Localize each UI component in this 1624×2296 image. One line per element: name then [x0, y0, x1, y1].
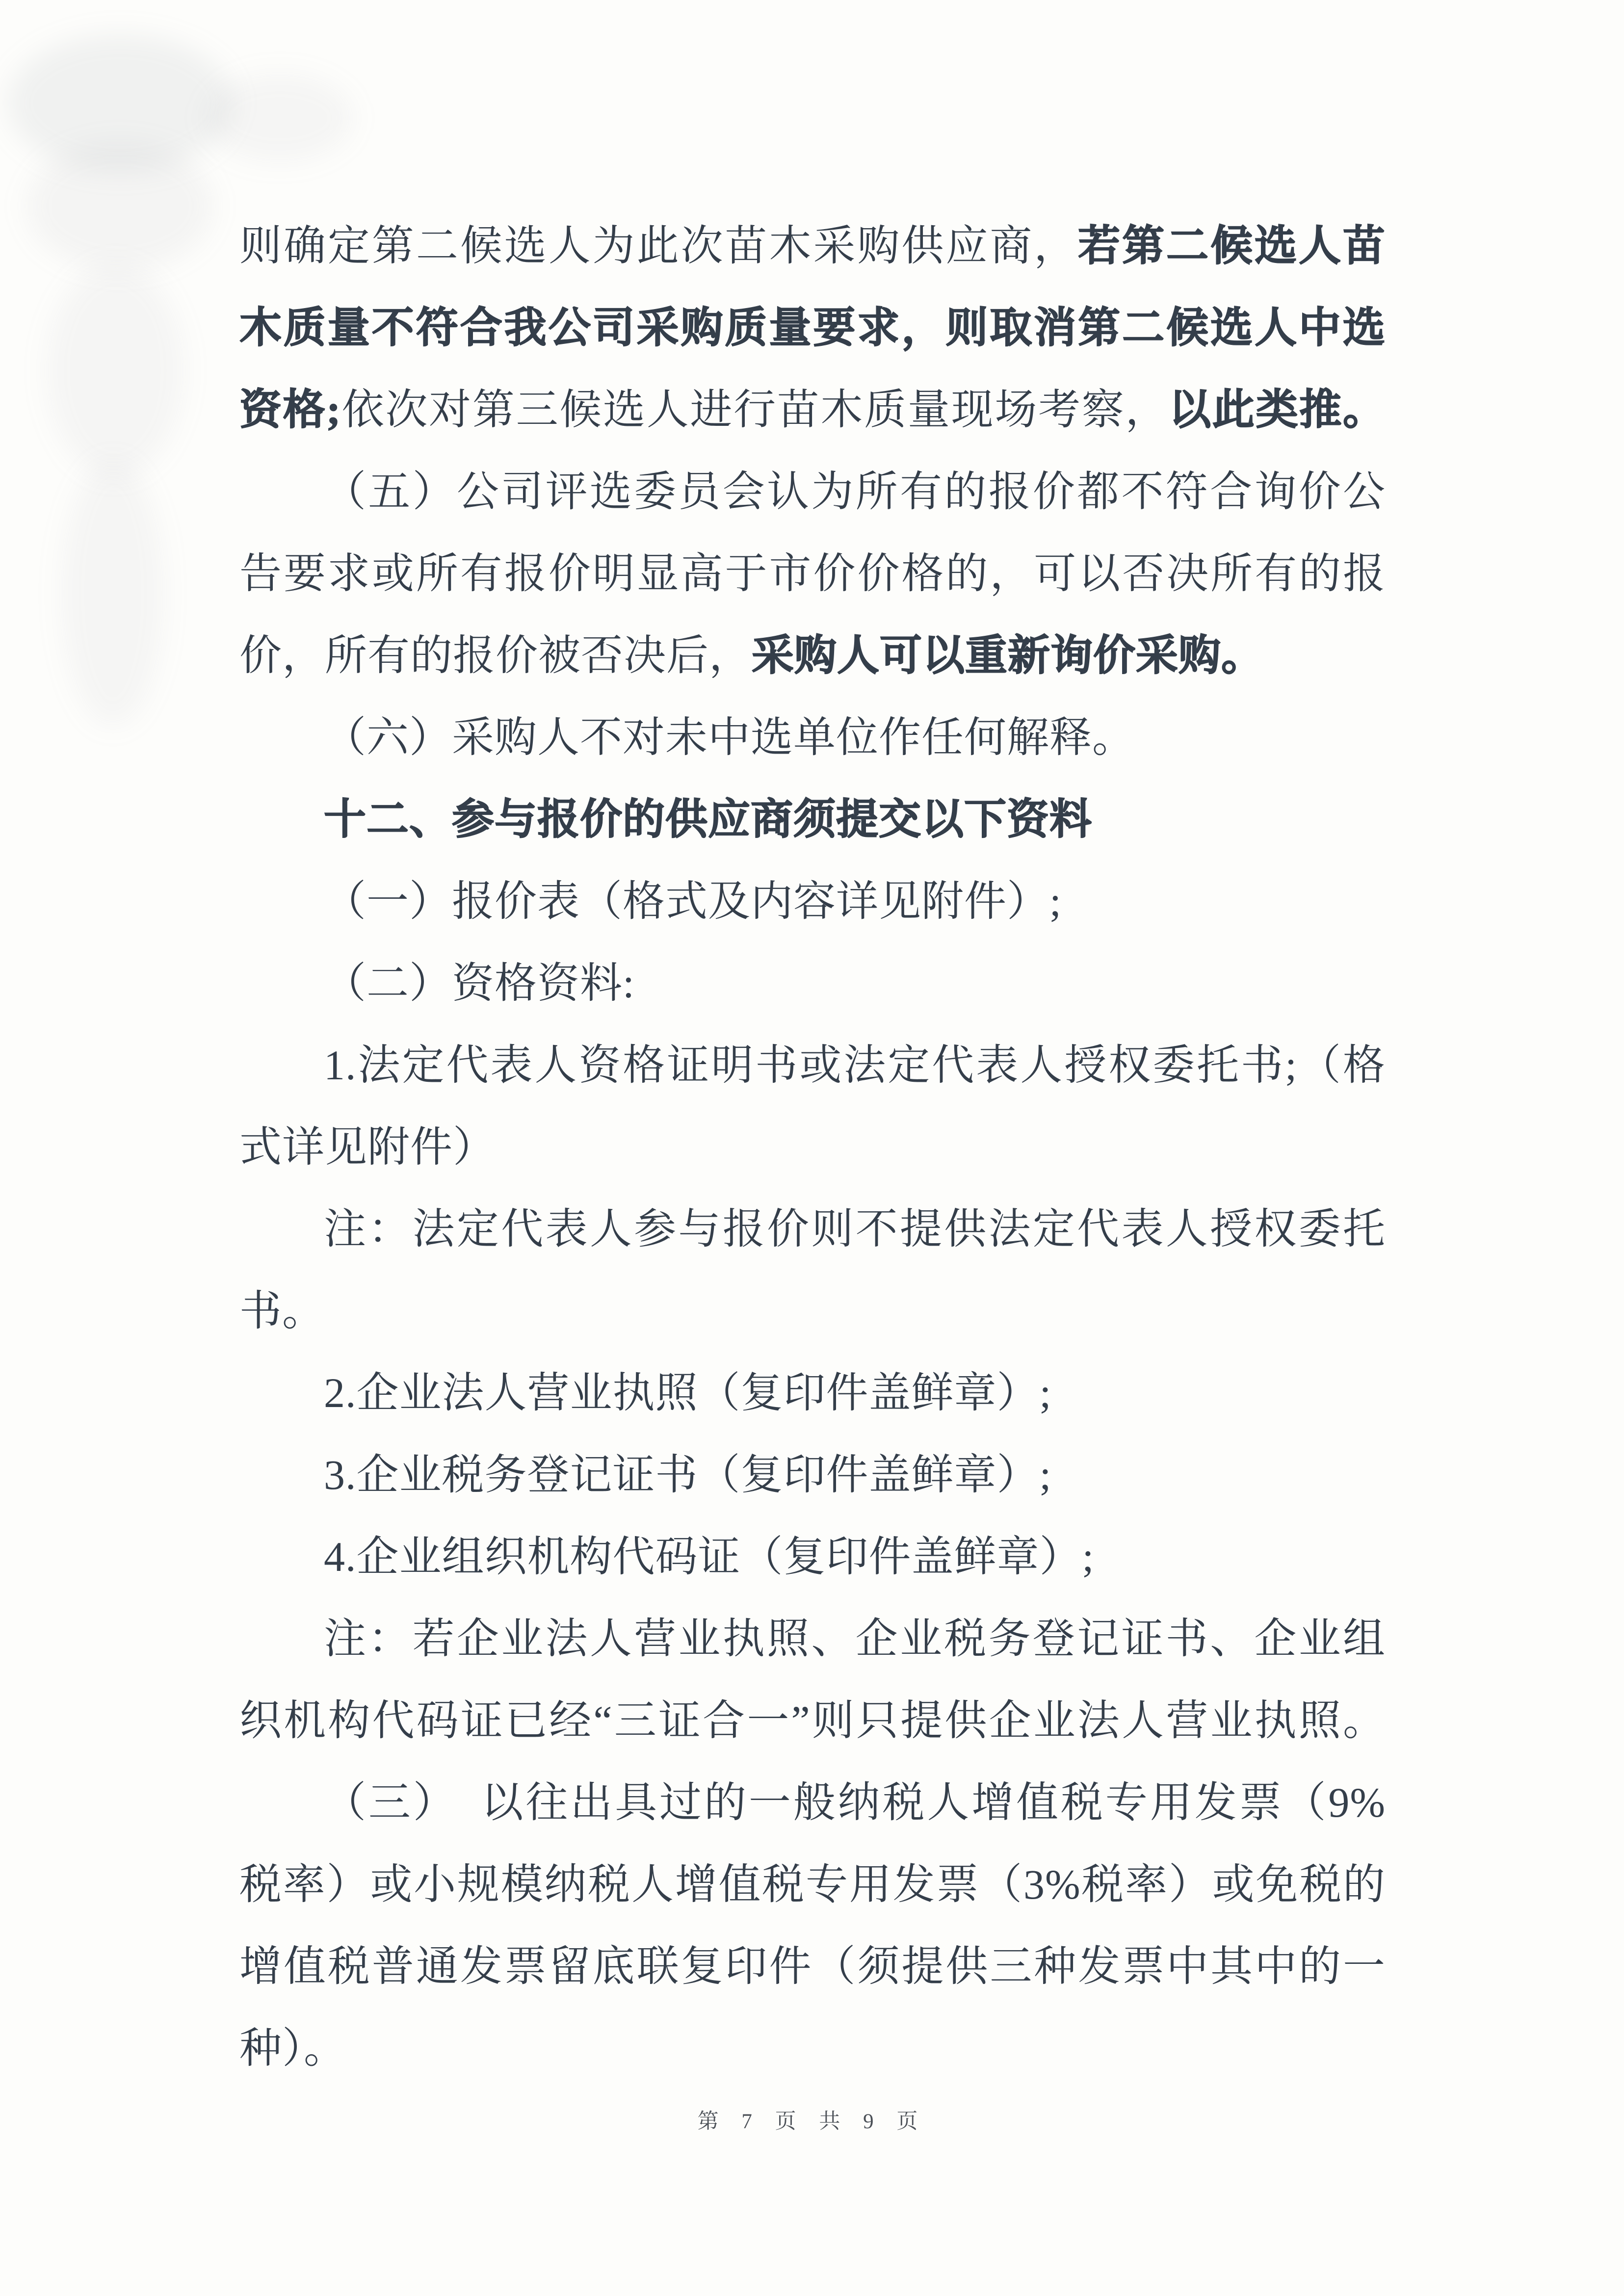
text-line [239, 451, 1386, 533]
emphasized-text-segment: 若第二候选人苗 [1078, 222, 1386, 269]
text-line [239, 942, 1386, 1024]
text-line [239, 205, 1386, 287]
text-line [239, 1024, 1386, 1106]
text-segment: 税率）或小规模纳税人增值税专用发票（3%税率）或免税的 [239, 1861, 1386, 1908]
text-line [239, 1270, 1386, 1352]
text-segment: （二）资格资料: [324, 960, 635, 1007]
scan-smudge [7, 34, 233, 172]
text-line [239, 533, 1386, 615]
text-segment: 种）。 [239, 2025, 346, 2072]
text-segment: （三） 以往出具过的一般纳税人增值税专用发票（9% [324, 1779, 1386, 1826]
text-segment: 书。 [239, 1287, 325, 1334]
text-segment: 3.企业税务登记证书（复印件盖鲜章）; [324, 1451, 1052, 1498]
text-line [239, 1352, 1386, 1434]
text-line [239, 1434, 1386, 1516]
text-line [239, 287, 1386, 369]
text-segment: （五）公司评选委员会认为所有的报价都不符合询价公 [324, 468, 1386, 515]
scan-smudge [206, 74, 353, 162]
text-line [239, 369, 1386, 451]
emphasized-text-segment: 资格; [239, 386, 341, 433]
page-footer: 第 7 页 共 9 页 [697, 2110, 927, 2133]
text-segment: 注：若企业法人营业执照、企业税务登记证书、企业组 [324, 1615, 1386, 1662]
text-line [239, 2008, 1386, 2089]
emphasized-text-segment: 十二、参与报价的供应商须提交以下资料 [324, 796, 1092, 843]
scan-smudge [27, 142, 213, 270]
document-body [239, 205, 1386, 2089]
text-segment: （一）报价表（格式及内容详见附件）; [324, 878, 1062, 925]
text-line [239, 779, 1386, 861]
text-line [239, 1762, 1386, 1844]
scan-smudge [61, 461, 164, 726]
text-line [239, 1926, 1386, 2008]
text-segment: 2.企业法人营业执照（复印件盖鲜章）; [324, 1369, 1052, 1416]
text-segment: 告要求或所有报价明显高于市价价格的，可以否决所有的报 [239, 550, 1386, 597]
text-line [239, 1598, 1386, 1680]
text-segment: （六）采购人不对未中选单位作任何解释。 [324, 714, 1135, 761]
text-segment: 4.企业组织机构代码证（复印件盖鲜章）; [324, 1533, 1095, 1580]
text-segment: 1.法定代表人资格证明书或法定代表人授权委托书;（格 [324, 1042, 1386, 1089]
text-line [239, 1106, 1386, 1188]
emphasized-text-segment: 以此类推。 [1169, 386, 1386, 433]
text-line [239, 615, 1386, 697]
text-line [239, 1844, 1386, 1926]
text-segment: 依次对第三候选人进行苗木质量现场考察， [341, 386, 1169, 433]
text-line [239, 1188, 1386, 1270]
emphasized-text-segment: 采购人可以重新询价采购。 [752, 632, 1264, 679]
text-segment: 则确定第二候选人为此次苗木采购供应商， [239, 222, 1078, 269]
text-segment: 价，所有的报价被否决后， [239, 632, 752, 679]
text-segment: 增值税普通发票留底联复印件（须提供三种发票中其中的一 [239, 1943, 1386, 1990]
text-segment: 式详见附件） [239, 1123, 496, 1171]
text-line [239, 1680, 1386, 1762]
text-segment: 织机构代码证已经“三证合一”则只提供企业法人营业执照。 [239, 1697, 1386, 1744]
emphasized-text-segment: 木质量不符合我公司采购质量要求，则取消第二候选人中选 [239, 304, 1386, 351]
text-segment: 注：法定代表人参与报价则不提供法定代表人授权委托 [324, 1205, 1386, 1252]
text-line [239, 697, 1386, 779]
text-line [239, 1516, 1386, 1598]
text-line [239, 861, 1386, 942]
scan-smudge [47, 265, 184, 476]
